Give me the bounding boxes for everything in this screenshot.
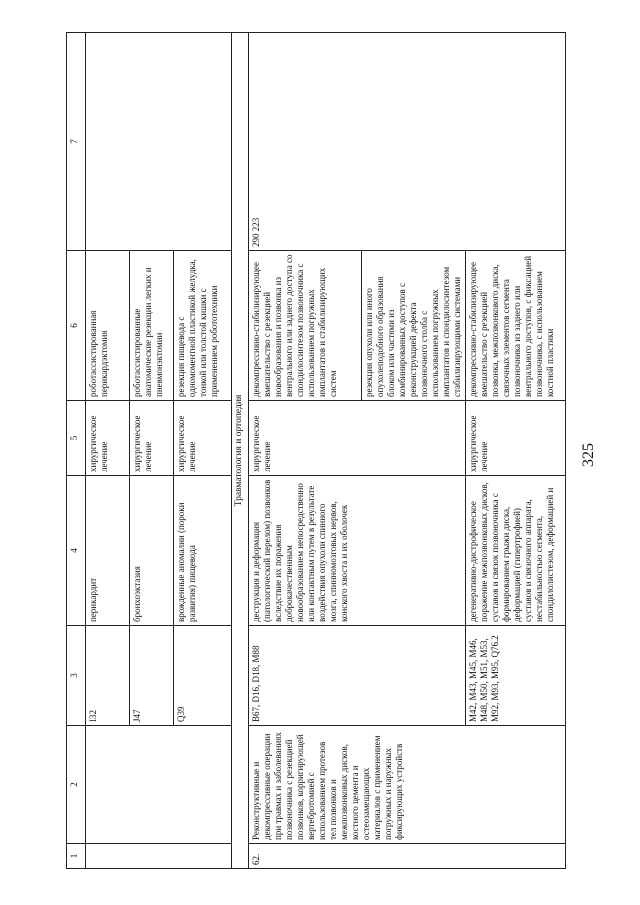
- col-header-6: 6: [67, 251, 86, 401]
- cell-empty: [86, 33, 232, 251]
- table-row: [86, 33, 130, 869]
- col-header-7: 7: [67, 33, 86, 251]
- treatment-type: хирургическое лечение: [130, 401, 174, 476]
- procedures-table: [66, 32, 566, 869]
- diagnosis-code: Q39: [174, 626, 232, 726]
- column-header-row: [67, 33, 86, 869]
- disease-text: бронхоэктазия: [130, 476, 174, 626]
- diagnosis-code: M42, M43, M45, M46, M48, M50, M51, M53, M92, M93, M95, Q76.2: [466, 626, 566, 726]
- table-row: [249, 33, 466, 869]
- page-number: 325: [580, 443, 597, 467]
- diagnosis-code: I32: [86, 626, 130, 726]
- treatment-method: резекция пищевода с одномоментной пластикой желудка, тонкой или толстой кишки с применением робототехники: [174, 251, 232, 401]
- disease-text: перикардит: [86, 476, 130, 626]
- treatment-type: хирургическое лечение: [86, 401, 130, 476]
- disease-text: дегенеративно-дистрофическое поражение межпозвонковых дисков, суставов и связок позвоночника с формированием грыжи диска, деформацией (гипертрофией) суставов и связочного аппарата, нестабильностью сегмента, спондилолистезом, деформацией и: [466, 476, 566, 626]
- treatment-method: роботассистированные анатомические резекции легких и пневмонэктомии: [130, 251, 174, 401]
- entry-name: Реконструктивные и декомпрессивные операции при травмах и заболеваниях позвоночника с резекцией позвонков, корригирующей вертебротомией с использованием протезов тел позвонков и межпозвонковых дисков, костного цемента и остеозамещающих материалов с применением погружных и наружных фиксирующих устройств: [249, 726, 566, 844]
- entry-number: 62.: [249, 844, 566, 869]
- treatment-type: хирургическое лечение: [466, 401, 566, 476]
- col-header-1: 1: [67, 844, 86, 869]
- col-header-3: 3: [67, 626, 86, 726]
- section-title: Травматология и ортопедия: [232, 33, 249, 869]
- treatment-method: декомпрессивно-стабилизирующее вмешательство с резекцией новообразования и позвонка из вентрального или заднего доступа со спондилосинтезом позвоночника с использованием погружных имплантатов и стабилизирующих систем: [249, 251, 362, 400]
- treatment-method-cell: [249, 251, 466, 401]
- treatment-method: декомпрессивно-стабилизирующее вмешательство с резекцией позвонка, межпозвонкового диска, связочных элементов сегмента позвоночника из заднего или вентрального доступов, с фиксацией позвоночника, с использованием костной пластики: [466, 251, 566, 401]
- treatment-method: роботассистированная перикардэктомия: [86, 251, 130, 401]
- diagnosis-code: B67, D16, D18, M88: [249, 626, 466, 726]
- treatment-type: хирургическое лечение: [249, 401, 466, 476]
- treatment-method: резекция опухоли или иного опухолеподобного образования блоком или частями из комбинированных доступов с реконструкцией дефекта позвоночного столба с использованием погружных имплантатов и спондилосинтезом стабилизирующими системами: [364, 266, 462, 397]
- price: 290 223: [249, 33, 566, 251]
- cell-empty: [86, 726, 232, 844]
- disease-text: врожденные аномалии (пороки развития) пищевода: [174, 476, 232, 626]
- section-row: [232, 33, 249, 869]
- diagnosis-code: J47: [130, 626, 174, 726]
- cell-empty: [86, 844, 232, 869]
- col-header-2: 2: [67, 726, 86, 844]
- col-header-4: 4: [67, 476, 86, 626]
- disease-text: деструкция и деформация (патологический перелом) позвонков вследствие их поражения доброкачественным новообразованием непосредственно или контактным путем в результате воздействия опухоли спинного мозга, спинномозговых нервов, конского хвоста и их оболочек: [249, 476, 466, 626]
- treatment-type: хирургическое лечение: [174, 401, 232, 476]
- col-header-5: 5: [67, 401, 86, 476]
